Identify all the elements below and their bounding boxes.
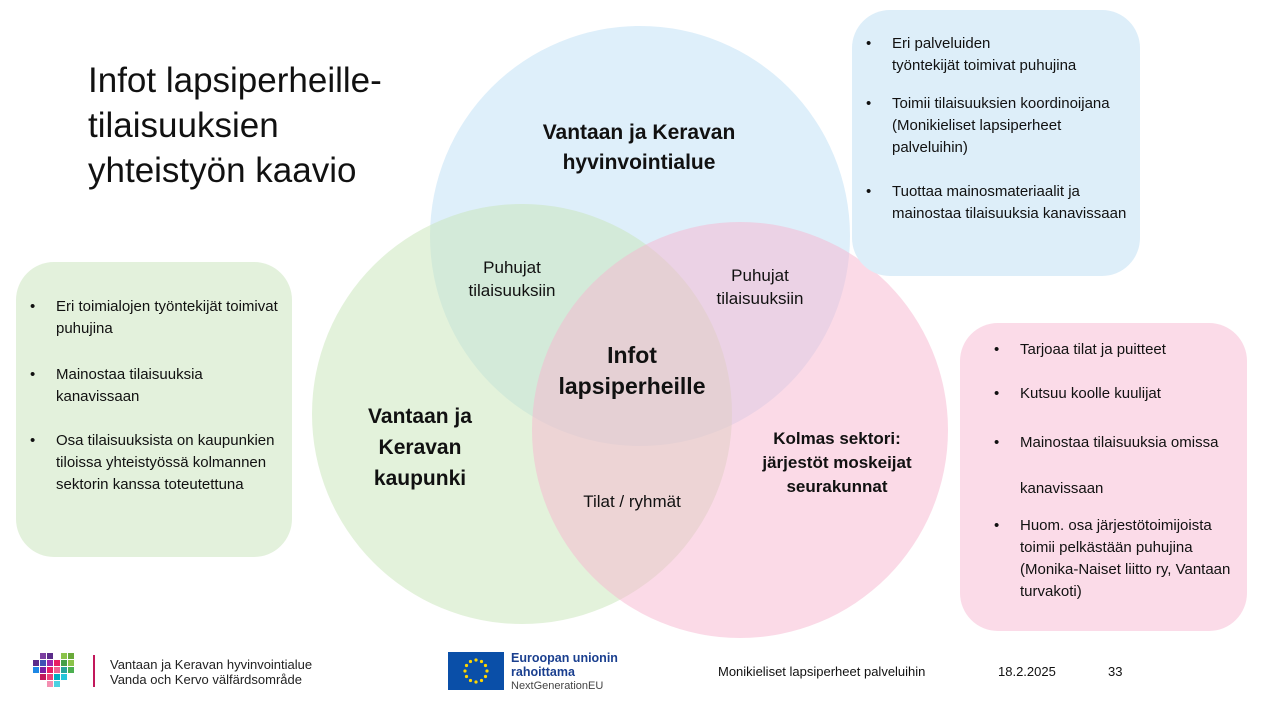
list-item: • Osa tilaisuuksista on kaupunkien tiloissa yhteistyössä kolmannen sektorin kanssa toteutettuna [22,430,288,496]
center-label: Infot lapsiperheille [558,342,706,399]
footer-org-line1: Vantaan ja Keravan hyvinvointialue [110,657,313,672]
city-list [22,296,288,496]
overlap-city-third-label: Tilat / ryhmät [583,492,681,511]
eu-line1: Euroopan unionin [511,651,618,665]
footer-organization [110,657,312,687]
city-label: Vantaan ja Keravan kaupunki [368,405,472,490]
list-item-line: Eri palveluiden [892,35,991,52]
list-item [858,33,1128,77]
overlap-welfare-city-label: Puhujat tilaisuuksiin [468,258,556,300]
list-spacer [858,159,1128,181]
list-item: • Mainostaa tilaisuuksia omissa [986,432,1250,454]
list-spacer [986,500,1250,515]
list-item-line: työntekijät toimivat puhujina [892,57,1077,74]
list-item: • Mainostaa tilaisuuksia kanavissaan [22,364,288,408]
footer-date: 18.2.2025 [998,664,1056,679]
welfare-area-label: Vantaan ja Keravan hyvinvointialue [542,121,736,174]
footer-project: Monikieliset lapsiperheet palveluihin [718,664,926,679]
third-sector-label: Kolmas sektori: järjestöt moskeijat seurakunnat [762,429,912,496]
page-number: 33 [1108,664,1123,679]
list-item: • Eri toimialojen työntekijät toimivat puhujina [22,296,288,340]
list-spacer [22,408,288,430]
list-spacer [22,340,288,364]
slide-title: Infot lapsiperheille-tilaisuuksien yhteistyön kaavio [88,61,382,190]
eu-line3: NextGenerationEU [511,680,604,692]
list-item: • Kutsuu koolle kuulijat [986,383,1250,405]
welfare-area-logo-icon [32,653,76,691]
list-spacer [986,454,1250,478]
footer-divider [93,655,95,687]
list-spacer [986,361,1250,383]
list-item-continuation: kanavissaan [1020,480,1104,497]
list-item: • Huom. osa järjestötoimijoista toimii pelkästään puhujina (Monika-Naiset liitto ry, Vantaan turvakoti) [986,515,1250,603]
list-spacer [858,77,1128,93]
list-item: • Tarjoaa tilat ja puitteet [986,339,1250,361]
overlap-welfare-third-label: Puhujat tilaisuuksiin [716,266,804,308]
welfare-area-list [858,33,1128,225]
eu-line2: rahoittama [511,665,575,679]
third-sector-list [986,339,1250,603]
list-item: • Toimii tilaisuuksien koordinoijana (Monikieliset lapsiperheet palveluihin) [858,93,1128,159]
list-item: • Tuottaa mainosmateriaalit ja mainostaa tilaisuuksia kanavissaan [858,181,1128,225]
footer-org-line2: Vanda och Kervo välfärdsområde [110,672,302,687]
eu-flag-icon [448,652,504,690]
eu-funding-text [511,651,618,693]
list-spacer [986,405,1250,432]
